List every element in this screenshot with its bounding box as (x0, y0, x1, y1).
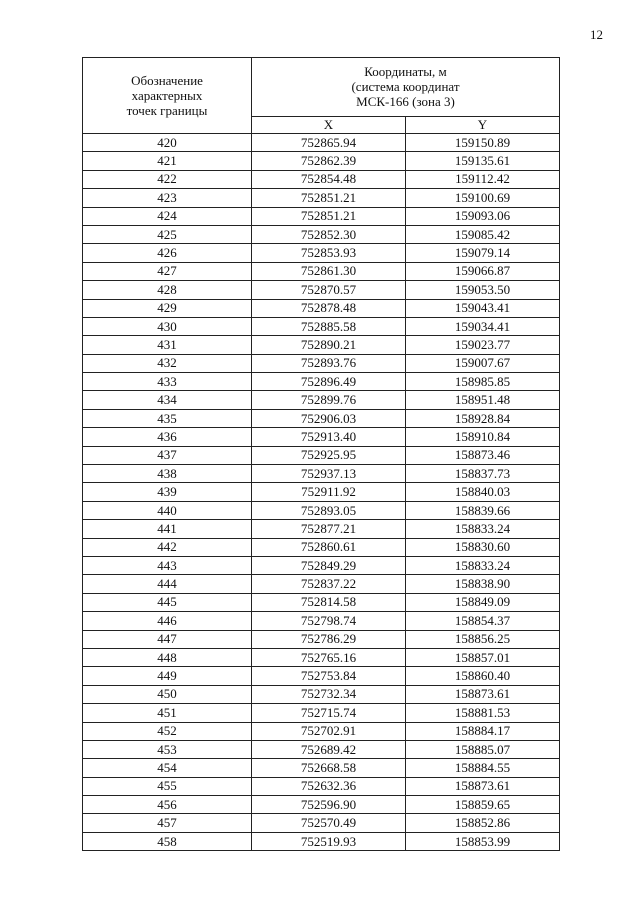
x-coordinate-cell: 752925.95 (252, 446, 406, 464)
coordinates-table (82, 57, 560, 851)
header-point-line-3: точек границы (126, 103, 208, 118)
x-coordinate-cell: 752853.93 (252, 244, 406, 262)
header-coords-line-2: (система координат (351, 79, 460, 95)
y-coordinate-cell: 158833.24 (406, 556, 560, 574)
table-row (83, 685, 560, 703)
x-coordinate-cell: 752896.49 (252, 373, 406, 391)
x-coordinate-cell: 752689.42 (252, 740, 406, 758)
header-coords-line-1: Координаты, м (364, 64, 447, 80)
y-coordinate-cell: 158853.99 (406, 832, 560, 850)
table-row (83, 225, 560, 243)
y-coordinate-cell: 158873.61 (406, 685, 560, 703)
point-number-cell: 456 (83, 796, 252, 814)
table-row (83, 630, 560, 648)
x-coordinate-cell: 752870.57 (252, 281, 406, 299)
point-number-cell: 426 (83, 244, 252, 262)
point-number-cell: 444 (83, 575, 252, 593)
table-row (83, 814, 560, 832)
y-coordinate-cell: 159066.87 (406, 262, 560, 280)
x-coordinate-cell: 752786.29 (252, 630, 406, 648)
point-number-cell: 438 (83, 465, 252, 483)
point-number-cell: 425 (83, 225, 252, 243)
x-coordinate-cell: 752753.84 (252, 667, 406, 685)
table-body (83, 134, 560, 851)
y-coordinate-cell: 159043.41 (406, 299, 560, 317)
point-number-cell: 453 (83, 740, 252, 758)
x-coordinate-cell: 752861.30 (252, 262, 406, 280)
point-number-cell: 439 (83, 483, 252, 501)
x-coordinate-cell: 752893.76 (252, 354, 406, 372)
table-row (83, 832, 560, 850)
x-coordinate-cell: 752765.16 (252, 648, 406, 666)
x-coordinate-cell: 752702.91 (252, 722, 406, 740)
point-number-cell: 440 (83, 501, 252, 519)
y-coordinate-cell: 158910.84 (406, 428, 560, 446)
y-coordinate-cell: 159034.41 (406, 317, 560, 335)
header-point-designation (83, 58, 252, 134)
table-row (83, 483, 560, 501)
y-coordinate-cell: 159112.42 (406, 170, 560, 188)
y-coordinate-cell: 158839.66 (406, 501, 560, 519)
table-row (83, 207, 560, 225)
point-number-cell: 429 (83, 299, 252, 317)
point-number-cell: 449 (83, 667, 252, 685)
header-coords-line-3: МСК-166 (зона 3) (356, 94, 455, 110)
y-coordinate-cell: 159135.61 (406, 152, 560, 170)
table-row (83, 299, 560, 317)
y-coordinate-cell: 159023.77 (406, 336, 560, 354)
table-row (83, 501, 560, 519)
table-row (83, 777, 560, 795)
y-coordinate-cell: 158840.03 (406, 483, 560, 501)
header-point-line-2: характерных (131, 88, 203, 103)
y-coordinate-cell: 159093.06 (406, 207, 560, 225)
y-coordinate-cell: 158951.48 (406, 391, 560, 409)
point-number-cell: 423 (83, 189, 252, 207)
header-coordinates (252, 58, 560, 117)
table-row (83, 465, 560, 483)
x-coordinate-cell: 752877.21 (252, 520, 406, 538)
x-coordinate-cell: 752668.58 (252, 759, 406, 777)
y-coordinate-cell: 158884.55 (406, 759, 560, 777)
table-row (83, 373, 560, 391)
table-row (83, 336, 560, 354)
x-coordinate-cell: 752851.21 (252, 189, 406, 207)
point-number-cell: 446 (83, 612, 252, 630)
y-coordinate-cell: 158849.09 (406, 593, 560, 611)
x-coordinate-cell: 752878.48 (252, 299, 406, 317)
table-row (83, 575, 560, 593)
y-coordinate-cell: 159150.89 (406, 134, 560, 152)
y-coordinate-cell: 158928.84 (406, 409, 560, 427)
y-coordinate-cell: 158884.17 (406, 722, 560, 740)
y-coordinate-cell: 159053.50 (406, 281, 560, 299)
table-row (83, 391, 560, 409)
x-coordinate-cell: 752860.61 (252, 538, 406, 556)
table-row (83, 170, 560, 188)
page-number: 12 (590, 27, 603, 42)
point-number-cell: 443 (83, 556, 252, 574)
x-coordinate-cell: 752899.76 (252, 391, 406, 409)
header-point-line-1: Обозначение (131, 73, 203, 88)
table-row (83, 428, 560, 446)
x-coordinate-cell: 752851.21 (252, 207, 406, 225)
y-coordinate-cell: 158873.46 (406, 446, 560, 464)
point-number-cell: 422 (83, 170, 252, 188)
header-y: Y (406, 116, 560, 133)
x-coordinate-cell: 752862.39 (252, 152, 406, 170)
point-number-cell: 434 (83, 391, 252, 409)
table-row (83, 409, 560, 427)
y-coordinate-cell: 158860.40 (406, 667, 560, 685)
point-number-cell: 454 (83, 759, 252, 777)
x-coordinate-cell: 752911.92 (252, 483, 406, 501)
table-row (83, 759, 560, 777)
point-number-cell: 424 (83, 207, 252, 225)
y-coordinate-cell: 158873.61 (406, 777, 560, 795)
y-coordinate-cell: 159085.42 (406, 225, 560, 243)
y-coordinate-cell: 158838.90 (406, 575, 560, 593)
x-coordinate-cell: 752906.03 (252, 409, 406, 427)
point-number-cell: 420 (83, 134, 252, 152)
table-row (83, 446, 560, 464)
x-coordinate-cell: 752885.58 (252, 317, 406, 335)
y-coordinate-cell: 158852.86 (406, 814, 560, 832)
point-number-cell: 436 (83, 428, 252, 446)
table-row (83, 538, 560, 556)
table-row (83, 152, 560, 170)
x-coordinate-cell: 752890.21 (252, 336, 406, 354)
table-row (83, 648, 560, 666)
table-row (83, 520, 560, 538)
y-coordinate-cell: 159007.67 (406, 354, 560, 372)
y-coordinate-cell: 158859.65 (406, 796, 560, 814)
table-row (83, 740, 560, 758)
x-coordinate-cell: 752854.48 (252, 170, 406, 188)
point-number-cell: 428 (83, 281, 252, 299)
point-number-cell: 433 (83, 373, 252, 391)
point-number-cell: 442 (83, 538, 252, 556)
point-number-cell: 421 (83, 152, 252, 170)
point-number-cell: 455 (83, 777, 252, 795)
y-coordinate-cell: 159079.14 (406, 244, 560, 262)
table-row (83, 722, 560, 740)
point-number-cell: 435 (83, 409, 252, 427)
point-number-cell: 437 (83, 446, 252, 464)
y-coordinate-cell: 158856.25 (406, 630, 560, 648)
table-row (83, 281, 560, 299)
x-coordinate-cell: 752893.05 (252, 501, 406, 519)
table-row (83, 262, 560, 280)
x-coordinate-cell: 752632.36 (252, 777, 406, 795)
point-number-cell: 447 (83, 630, 252, 648)
x-coordinate-cell: 752596.90 (252, 796, 406, 814)
table-row (83, 593, 560, 611)
point-number-cell: 430 (83, 317, 252, 335)
table-row (83, 612, 560, 630)
x-coordinate-cell: 752570.49 (252, 814, 406, 832)
x-coordinate-cell: 752732.34 (252, 685, 406, 703)
table-row (83, 189, 560, 207)
point-number-cell: 458 (83, 832, 252, 850)
y-coordinate-cell: 158854.37 (406, 612, 560, 630)
x-coordinate-cell: 752519.93 (252, 832, 406, 850)
y-coordinate-cell: 158830.60 (406, 538, 560, 556)
x-coordinate-cell: 752849.29 (252, 556, 406, 574)
table-row (83, 667, 560, 685)
x-coordinate-cell: 752852.30 (252, 225, 406, 243)
header-x: X (252, 116, 406, 133)
x-coordinate-cell: 752937.13 (252, 465, 406, 483)
table-row (83, 134, 560, 152)
x-coordinate-cell: 752837.22 (252, 575, 406, 593)
x-coordinate-cell: 752814.58 (252, 593, 406, 611)
table-row (83, 704, 560, 722)
point-number-cell: 451 (83, 704, 252, 722)
point-number-cell: 441 (83, 520, 252, 538)
y-coordinate-cell: 158985.85 (406, 373, 560, 391)
table-row (83, 317, 560, 335)
point-number-cell: 452 (83, 722, 252, 740)
point-number-cell: 431 (83, 336, 252, 354)
table-row (83, 556, 560, 574)
y-coordinate-cell: 158885.07 (406, 740, 560, 758)
table-row (83, 244, 560, 262)
table-row (83, 796, 560, 814)
point-number-cell: 432 (83, 354, 252, 372)
y-coordinate-cell: 158857.01 (406, 648, 560, 666)
x-coordinate-cell: 752798.74 (252, 612, 406, 630)
x-coordinate-cell: 752913.40 (252, 428, 406, 446)
table-row (83, 354, 560, 372)
point-number-cell: 445 (83, 593, 252, 611)
y-coordinate-cell: 158837.73 (406, 465, 560, 483)
point-number-cell: 457 (83, 814, 252, 832)
y-coordinate-cell: 158833.24 (406, 520, 560, 538)
point-number-cell: 427 (83, 262, 252, 280)
y-coordinate-cell: 159100.69 (406, 189, 560, 207)
point-number-cell: 450 (83, 685, 252, 703)
point-number-cell: 448 (83, 648, 252, 666)
y-coordinate-cell: 158881.53 (406, 704, 560, 722)
x-coordinate-cell: 752715.74 (252, 704, 406, 722)
x-coordinate-cell: 752865.94 (252, 134, 406, 152)
